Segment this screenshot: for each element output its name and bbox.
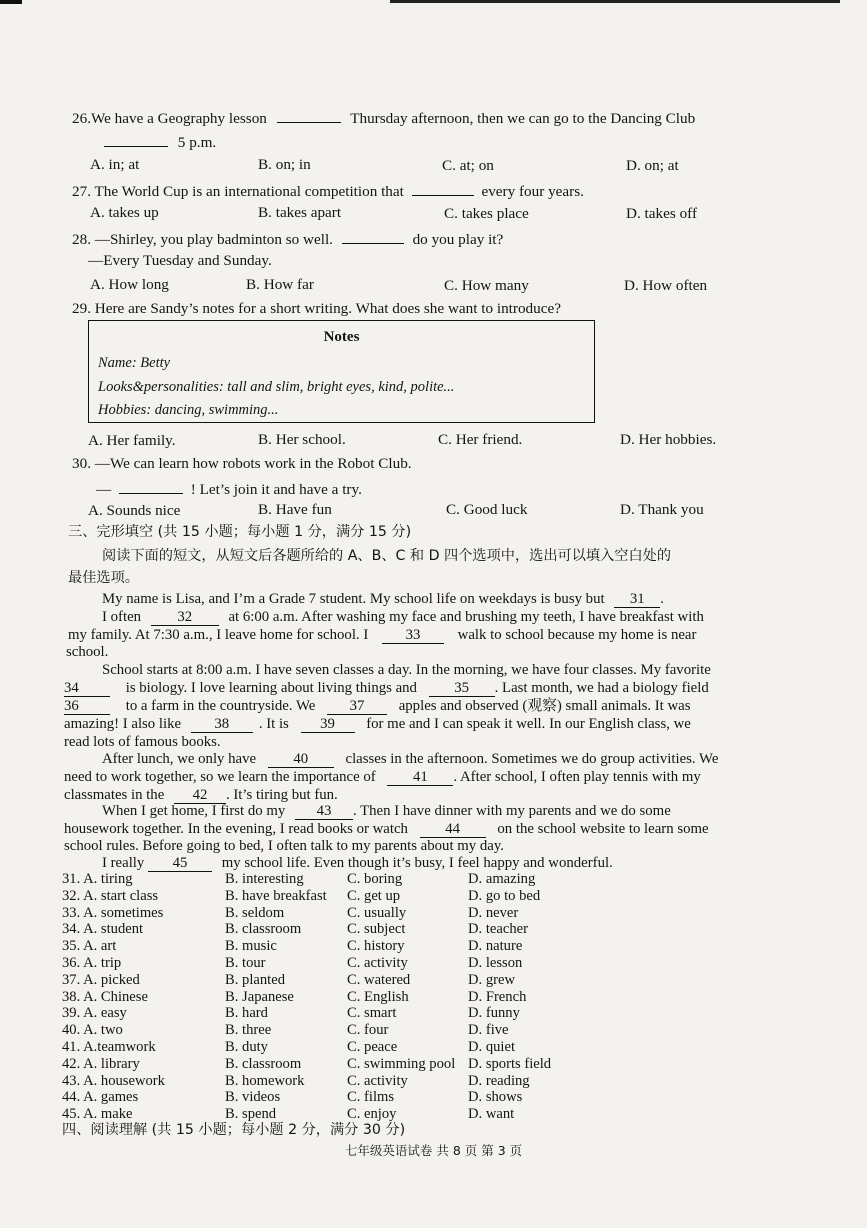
question-27: [72, 181, 584, 201]
q30-dash: —: [96, 481, 112, 498]
blank-41: 41: [387, 770, 453, 786]
options-row-40: [62, 1022, 622, 1039]
q28-stem: 28. —Shirley, you play badminton so well.: [72, 231, 333, 248]
options-row-31: [62, 871, 622, 888]
passage-line-9: read lots of famous books.: [64, 734, 221, 750]
option-d: D. teacher: [468, 921, 528, 938]
notes-looks: Looks&personalities: tall and slim, bright eyes, kind, polite...: [98, 379, 455, 395]
notes-name: Name: Betty: [98, 355, 171, 371]
passage-line-15: school rules. Before going to bed, I often talk to my parents about my day.: [64, 838, 504, 854]
question-30: 30. —We can learn how robots work in the Robot Club.: [72, 455, 412, 472]
notes-box: [88, 320, 595, 423]
blank-45: 45: [148, 856, 212, 872]
q30-reply: [96, 479, 362, 499]
options-row-32: [62, 888, 622, 905]
options-row-39: [62, 1005, 622, 1022]
passage-line-14: [64, 820, 709, 838]
option-c: C. swimming pool: [347, 1055, 456, 1072]
passage-line-13: [102, 802, 671, 820]
options-row-37: [62, 972, 622, 989]
options-row-35: [62, 938, 622, 955]
passage-text: My name is Lisa, and I’m a Grade 7 student. My school life on weekdays is busy but: [102, 591, 605, 607]
option-b: B. have breakfast: [225, 887, 327, 904]
options-row-34: [62, 921, 622, 938]
options-row-42: [62, 1056, 622, 1073]
passage-line-4: school.: [66, 644, 109, 660]
q30-reply-end: ! Let’s join it and have a try.: [190, 481, 362, 498]
option-b: B. spend: [225, 1106, 277, 1123]
passage-text: I often: [102, 609, 142, 625]
options-row-43: [62, 1073, 622, 1090]
passage-text: walk to school because my home is near: [457, 627, 697, 643]
option-d: D. funny: [468, 1005, 520, 1022]
option-b: B. planted: [225, 971, 285, 988]
passage-line-3: [68, 626, 696, 644]
option-c: C. English: [347, 988, 409, 1005]
q27-blank: [412, 181, 474, 196]
option-d: D. quiet: [468, 1038, 516, 1055]
q27-stem: 27. The World Cup is an international competition that: [72, 183, 404, 200]
option-c: C. boring: [347, 871, 403, 887]
q26-blank-1: [277, 108, 341, 123]
option-a: 31. A. tiring: [62, 871, 133, 887]
blank-36: 36: [64, 699, 110, 715]
option-b: B. hard: [225, 1005, 268, 1022]
blank-35: 35: [429, 681, 495, 697]
blank-37: 37: [327, 699, 387, 715]
page-footer: 七年级英语试卷 共 8 页 第 3 页: [344, 1143, 523, 1158]
option-d: D. French: [468, 988, 527, 1005]
option-c: C. activity: [347, 954, 408, 971]
q28-option-a: A. How long: [90, 276, 169, 293]
option-b: B. seldom: [225, 904, 285, 921]
option-d: D. sports field: [468, 1055, 552, 1072]
option-a: 39. A. easy: [62, 1005, 127, 1022]
option-a: 42. A. library: [62, 1055, 140, 1072]
q29-option-d: D. Her hobbies.: [620, 431, 717, 448]
option-c: C. activity: [347, 1072, 408, 1089]
blank-32: 32: [151, 610, 219, 626]
q28-blank: [342, 229, 404, 244]
corner-mark: [0, 0, 22, 12]
cloze-options: [62, 871, 622, 1123]
option-c: C. get up: [347, 887, 401, 904]
q26-stem: 26.We have a Geography lesson: [72, 110, 267, 127]
option-d: D. reading: [468, 1072, 530, 1089]
question-26: [72, 108, 695, 128]
q29-option-c: C. Her friend.: [438, 431, 523, 448]
option-b: B. classroom: [225, 1055, 302, 1072]
q26-cont: 5 p.m.: [177, 134, 217, 151]
option-d: D. lesson: [468, 954, 523, 971]
option-c: C. smart: [347, 1005, 397, 1022]
passage-text: my family. At 7:30 a.m., I leave home for school. I: [68, 627, 369, 643]
option-d: D. go to bed: [468, 887, 541, 904]
option-d: D. want: [468, 1106, 515, 1123]
passage-line-10: [102, 750, 718, 768]
option-c: C. usually: [347, 904, 407, 921]
option-b: B. tour: [225, 954, 266, 971]
q30-option-a: A. Sounds nice: [88, 502, 181, 519]
passage-text: After lunch, we only have: [102, 751, 257, 767]
passage-text: my school life. Even though it’s busy, I feel happy and wonderful.: [221, 855, 613, 871]
q30-option-b: B. Have fun: [258, 501, 332, 518]
section-3-heading: 三、完形填空 (共 15 小题；每小题 1 分，满分 15 分): [68, 524, 412, 540]
q28-option-d: D. How often: [624, 277, 708, 294]
option-a: 44. A. games: [62, 1089, 139, 1106]
option-d: D. nature: [468, 938, 523, 955]
q26-option-c: C. at; on: [442, 157, 494, 174]
passage-line-2: [102, 608, 704, 626]
q27-option-d: D. takes off: [626, 205, 697, 222]
blank-43: 43: [295, 804, 353, 820]
q27-option-a: A. takes up: [90, 204, 159, 221]
blank-44: 44: [420, 822, 486, 838]
q27-option-c: C. takes place: [444, 205, 529, 222]
q26-option-b: B. on; in: [258, 156, 311, 173]
question-29: 29. Here are Sandy’s notes for a short writing. What does she want to introduce?: [72, 300, 561, 317]
passage-text: . It is: [258, 716, 289, 732]
option-c: C. subject: [347, 921, 406, 938]
q26-option-d: D. on; at: [626, 157, 679, 174]
blank-33: 33: [382, 628, 444, 644]
option-a: 37. A. picked: [62, 971, 140, 988]
q28-rest: do you play it?: [412, 231, 504, 248]
option-b: B. Japanese: [225, 988, 294, 1005]
option-a: 41. A.teamwork: [62, 1038, 156, 1055]
section-3-instructions-cont: 最佳选项。: [68, 570, 139, 586]
passage-text: classes in the afternoon. Sometimes we do group activities. We: [345, 751, 719, 767]
option-c: C. enjoy: [347, 1106, 397, 1123]
passage-text: . It’s tiring but fun.: [225, 787, 338, 803]
option-b: B. classroom: [225, 921, 302, 938]
passage-line-8: [64, 715, 691, 733]
option-b: B. three: [225, 1022, 272, 1039]
section-3-instructions: 阅读下面的短文，从短文后各题所给的 A、B、C 和 D 四个选项中，选出可以填入空白处的: [102, 548, 672, 564]
q30-option-c: C. Good luck: [446, 501, 528, 518]
options-row-36: [62, 955, 622, 972]
q29-option-b: B. Her school.: [258, 431, 346, 448]
option-c: C. films: [347, 1089, 395, 1106]
question-28: [72, 229, 503, 249]
option-d: D. amazing: [468, 871, 536, 887]
passage-line-1: My name is Lisa, and I’m a Grade 7 student. My school life on weekdays is busy but 31 .: [102, 591, 664, 607]
notes-hobbies: Hobbies: dancing, swimming...: [98, 402, 279, 418]
passage-text: housework together. In the evening, I read books or watch: [64, 821, 408, 837]
q28-option-b: B. How far: [246, 276, 314, 293]
options-row-44: [62, 1089, 622, 1106]
passage-line-6: [64, 679, 709, 697]
blank-34: 34: [64, 681, 110, 697]
option-a: 32. A. start class: [62, 887, 159, 904]
passage-line-16: [102, 854, 613, 872]
passage-line-7: [64, 697, 690, 715]
option-b: B. music: [225, 938, 277, 955]
option-a: 33. A. sometimes: [62, 904, 164, 921]
passage-line-5: School starts at 8:00 a.m. I have seven classes a day. In the morning, we have four classes. My favorite: [102, 662, 711, 678]
option-a: 43. A. housework: [62, 1072, 165, 1089]
passage-text: I really: [102, 855, 145, 871]
notes-title: Notes: [323, 329, 360, 345]
option-c: C. four: [347, 1022, 389, 1039]
passage-text: is biology. I love learning about living things and: [125, 680, 417, 696]
passage-text: . Then I have dinner with my parents and we do some: [352, 803, 671, 819]
option-a: 34. A. student: [62, 921, 144, 938]
passage-text: apples and observed (观察) small animals. It was: [398, 698, 691, 714]
options-row-38: [62, 989, 622, 1006]
option-a: 35. A. art: [62, 938, 117, 955]
blank-38: 38: [191, 717, 253, 733]
blank-42: 42: [174, 788, 226, 804]
passage-text: amazing! I also like: [64, 716, 182, 732]
option-b: B. homework: [225, 1072, 305, 1089]
passage-line-11: [64, 768, 701, 786]
option-a: 45. A. make: [62, 1106, 133, 1123]
passage-text: for me and I can speak it well. In our English class, we: [366, 716, 691, 732]
passage-text: at 6:00 a.m. After washing my face and brushing my teeth, I have breakfast with: [228, 609, 704, 625]
q30-option-d: D. Thank you: [620, 501, 704, 518]
option-a: 38. A. Chinese: [62, 988, 148, 1005]
option-b: B. interesting: [225, 871, 304, 887]
q30-blank: [119, 479, 183, 494]
passage-text: on the school website to learn some: [497, 821, 709, 837]
q26-blank-2: [104, 132, 168, 147]
option-b: B. videos: [225, 1089, 281, 1106]
passage-text: need to work together, so we learn the importance of: [64, 769, 376, 785]
q26-rest: Thursday afternoon, then we can go to the Dancing Club: [350, 110, 696, 127]
passage-text: When I get home, I first do my: [102, 803, 286, 819]
passage-text: classmates in the: [64, 787, 165, 803]
options-row-33: [62, 905, 622, 922]
options-row-41: [62, 1039, 622, 1056]
option-a: 36. A. trip: [62, 954, 122, 971]
option-b: B. duty: [225, 1038, 268, 1055]
question-26-cont: [104, 132, 216, 152]
option-d: D. grew: [468, 971, 516, 988]
option-d: D. shows: [468, 1089, 523, 1106]
q28-option-c: C. How many: [444, 277, 529, 294]
option-c: C. watered: [347, 971, 411, 988]
option-d: D. five: [468, 1022, 509, 1039]
passage-text: to a farm in the countryside. We: [125, 698, 316, 714]
option-a: 40. A. two: [62, 1022, 123, 1039]
option-c: C. history: [347, 938, 405, 955]
q26-option-a: A. in; at: [90, 156, 140, 173]
option-c: C. peace: [347, 1038, 398, 1055]
q27-option-b: B. takes apart: [258, 204, 342, 221]
q28-reply: —Every Tuesday and Sunday.: [88, 252, 272, 269]
q27-rest: every four years.: [481, 183, 584, 200]
blank-39: 39: [301, 717, 355, 733]
blank-31: 31: [614, 592, 660, 608]
blank-40: 40: [268, 752, 334, 768]
passage-text: . Last month, we had a biology field: [494, 680, 709, 696]
q29-option-a: A. Her family.: [88, 432, 176, 449]
option-d: D. never: [468, 904, 519, 921]
top-rule: [390, 0, 840, 3]
passage-text: . After school, I often play tennis with my: [453, 769, 701, 785]
section-4-heading: 四、阅读理解 (共 15 小题；每小题 2 分，满分 30 分): [62, 1122, 406, 1138]
